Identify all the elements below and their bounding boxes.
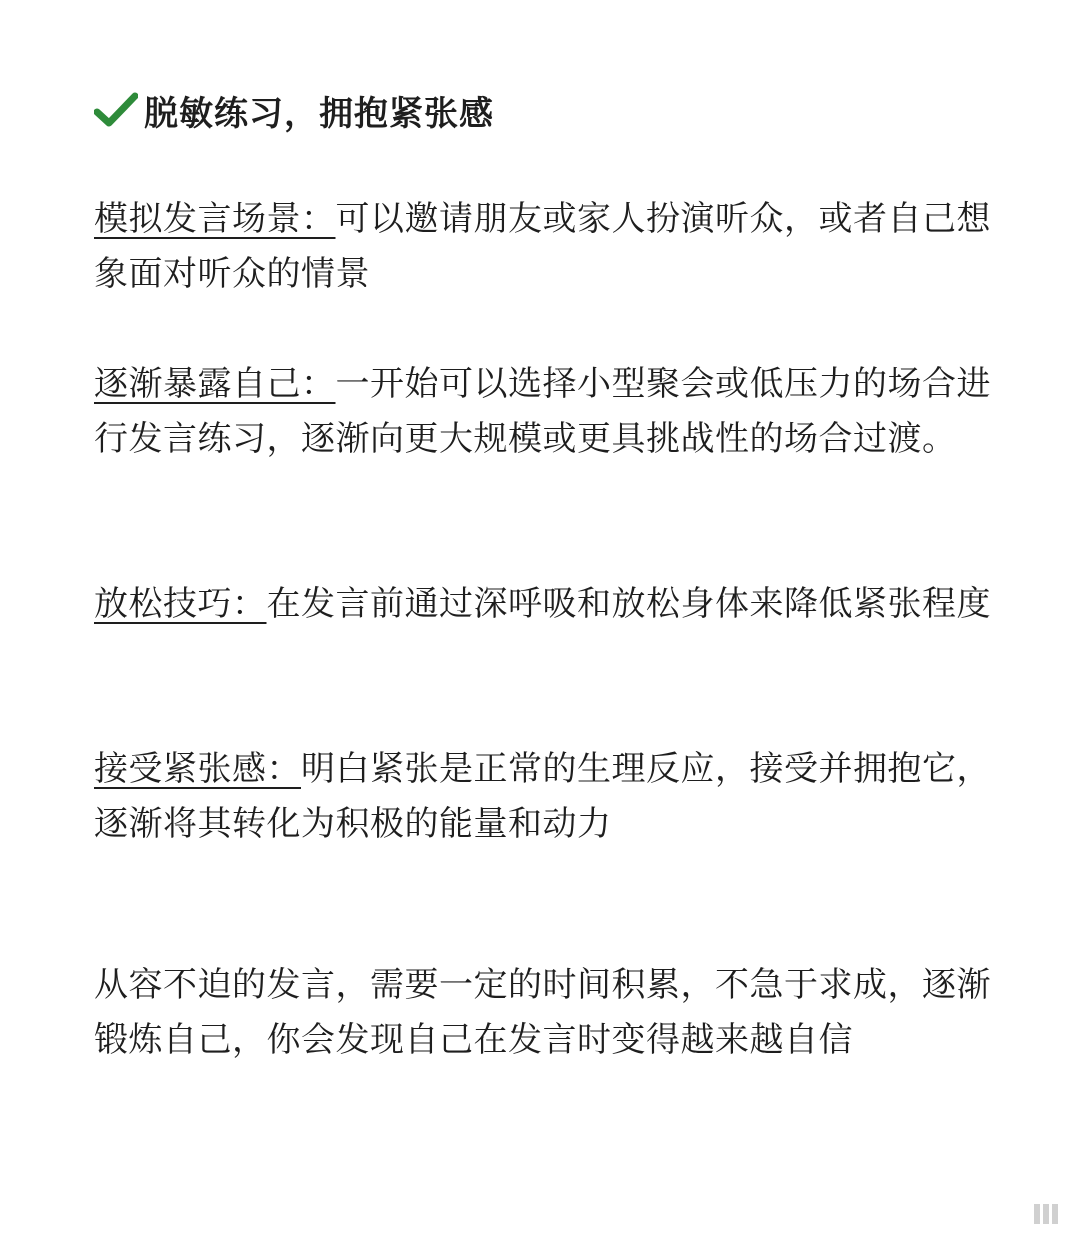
section-label: 逐渐暴露自己： [94,364,336,404]
section-text: 一开始可以选择小型聚会或低压力的场合进行发言练习，逐渐向更大规模或更具挑战性的场合过渡。 [94,364,991,459]
watermark [1032,1202,1062,1226]
section-label: 接受紧张感： [94,749,301,789]
watermark-logo [1032,1202,1062,1226]
section-simulate-scene [94,192,994,302]
closing-paragraph: 从容不迫的发言，需要一定的时间积累，不急于求成，逐渐锻炼自己，你会发现自己在发言时变得越来越自信 [94,965,991,1060]
page-title-text: 脱敏练习，拥抱紧张感 [144,93,494,134]
section-gradual-exposure [94,357,994,467]
section-text: 可以邀请朋友或家人扮演听众，或者自己想象面对听众的情景 [94,199,991,294]
section-accept-nervousness [94,742,994,852]
section-label: 模拟发言场景： [94,199,336,239]
section-text: 在发言前通过深呼吸和放松身体来降低紧张程度 [266,584,991,624]
check-icon [94,92,138,128]
section-label: 放松技巧： [94,584,267,624]
section-relaxation [94,577,994,632]
section-text: 明白紧张是正常的生理反应，接受并拥抱它，逐渐将其转化为积极的能量和动力 [94,749,991,844]
page-title [94,82,494,138]
